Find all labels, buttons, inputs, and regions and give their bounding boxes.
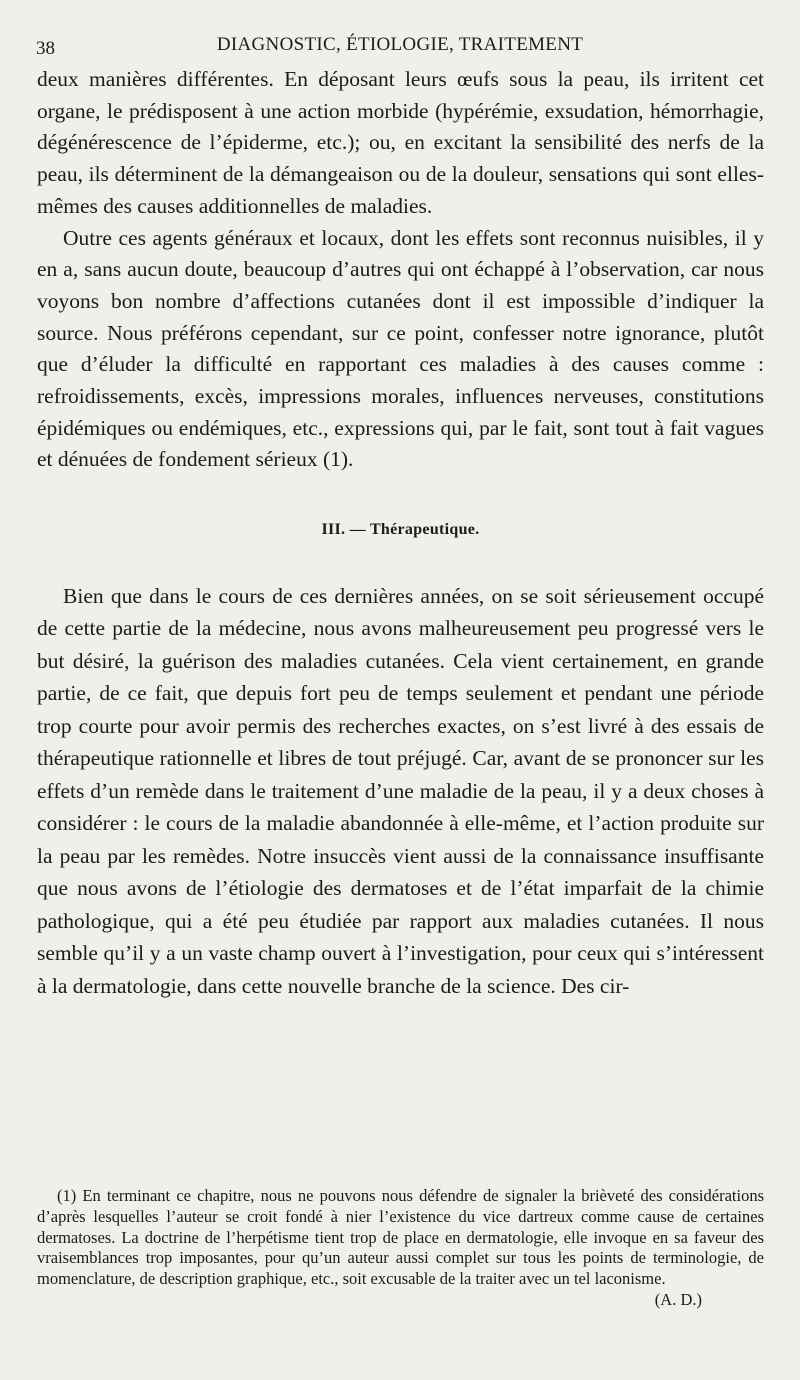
running-head [36, 34, 764, 64]
paragraph-continued: deux manières différentes. En déposant leurs œufs sous la peau, ils irritent cet organe, le prédisposent à une action morbide (hypérémie, exsudation, hémorrhagie, dégénérescence de l’épiderme, etc.); ou, en excitant la sensibilité des nerfs de la peau, ils déterminent de la démangeaison ou de la douleur, sensations qui sont elles-mêmes des causes additionnelles de maladies. [37, 67, 764, 218]
body-text [37, 64, 764, 1002]
page-number: 38 [36, 38, 55, 59]
footnote [37, 1186, 764, 1311]
footnote-signature: (A. D.) [654, 1289, 702, 1309]
running-head-title: DIAGNOSTIC, ÉTIOLOGIE, TRAITEMENT [216, 34, 584, 55]
footnote-text: (1) En terminant ce chapitre, nous ne pouvons nous défendre de signaler la brièveté des considérations d’après lesquelles l’auteur se croit fondé à nier l’existence du vice dartreux comme cause de certaines dermatoses. La doctrine de l’herpétisme tient trop de place en dermatologie, elle invoque en sa faveur des vraisemblances trop imposantes, pour qu’un auteur aussi complet sur tous les points de terminologie, de momenclature, de description graphique, etc., soit excusable de la traiter avec un tel laconisme. [37, 1186, 764, 1289]
paragraph-therapeutics: Bien que dans le cours de ces dernières années, on se soit sérieusement occupé de cette partie de la médecine, nous avons malheureusement peu progressé vers le but désiré, la guérison des maladies cutanées. Cela vient certainement, en grande partie, de ce fait, que depuis fort peu de temps seulement et pendant une période trop courte pour avoir permis des recherches exactes, on s’est livré à des essais de thérapeutique rationnelle et libres de tout préjugé. Car, avant de se prononcer sur les effets d’un remède dans le traitement d’une maladie de la peau, il y a deux choses à considérer : le cours de la maladie abandonnée à elle-même, et l’action produite sur la peau par les remèdes. Notre insuccès vient aussi de la connaissance insuffisante que nous avons de l’étiologie des dermatoses et de l’état imparfait de la chimie pathologique, qui a été peu étudiée par rapport aux maladies cutanées. Il nous semble qu’il y a un vaste champ ouvert à l’investigation, pour ceux qui s’intéressent à la dermatologie, dans cette nouvelle branche de la science. Des cir- [37, 583, 764, 998]
paragraph-unknown-causes: Outre ces agents généraux et locaux, dont les effets sont reconnus nuisibles, il y en a, sans aucun doute, beaucoup d’autres qui ont échappé à l’observation, car nous voyons bon nombre d’affections cutanées dont il est impossible d’indiquer la source. Nous préférons cependant, sur ce point, confesser notre ignorance, plutôt que d’éluder la difficulté en rapportant ces maladies à des causes comme : refroidissements, excès, impressions morales, influences nerveuses, constitutions épidémiques ou endémiques, etc., expressions qui, par le fait, sont tout à fait vagues et dénuées de fondement sérieux (1). [37, 225, 764, 472]
section-body [37, 580, 764, 1003]
section-heading: III. — Thérapeutique. [321, 521, 480, 539]
